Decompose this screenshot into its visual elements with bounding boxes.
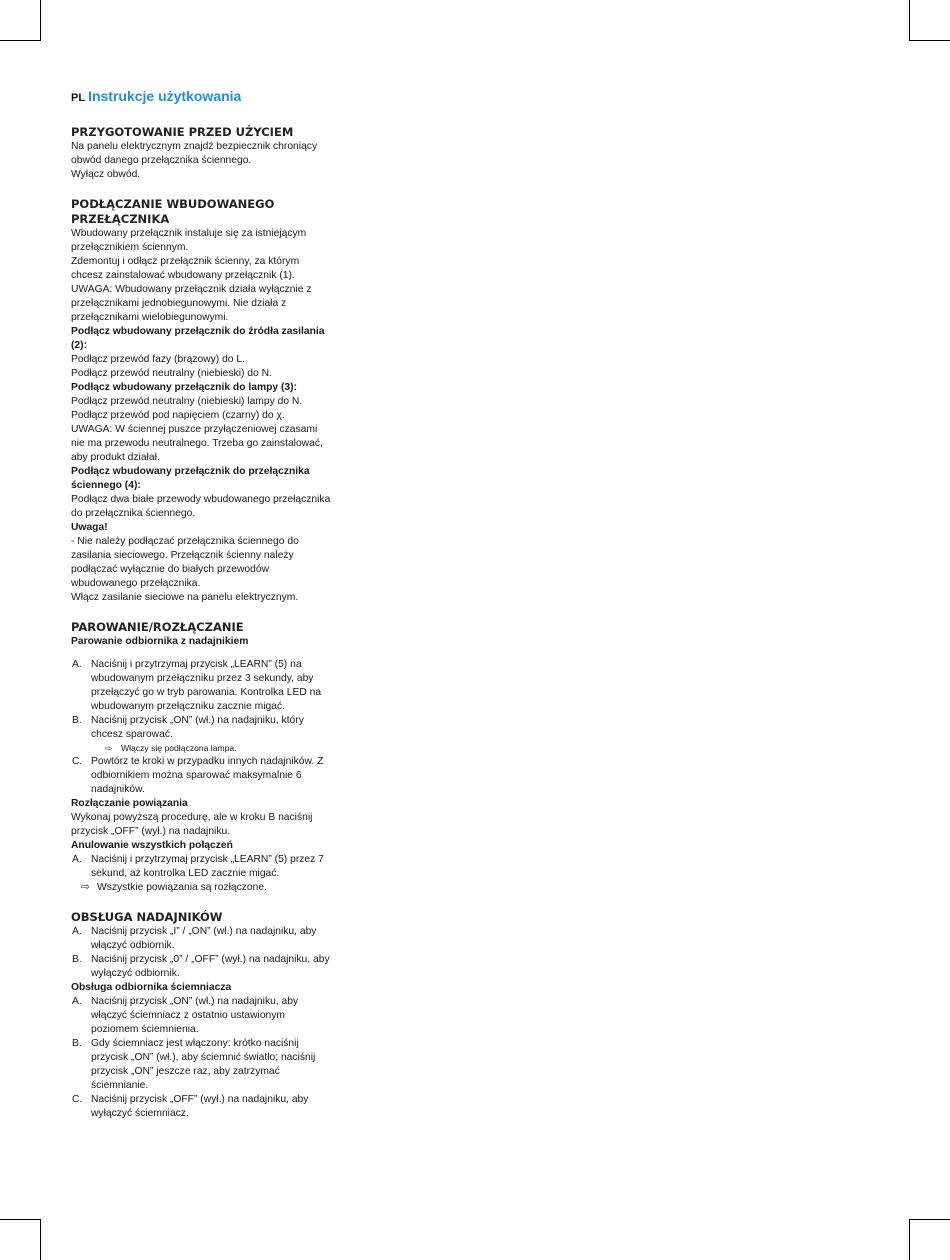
list-item-line: przycisk „ON” jeszcze raz, aby zatrzymać [91,1066,280,1077]
list-item-text [91,1093,333,1121]
list-item [71,925,333,953]
crop-mark [909,40,950,41]
step-result-note [71,742,333,755]
document-column [71,86,333,1136]
bold-instruction-line: Podłącz wbudowany przełącznik do źródła zasilania [71,326,325,337]
list-item-line: Naciśnij przycisk „0” / „OFF” (wył.) na nadajniku, aby [91,954,330,965]
unpair-text-1: Wykonaj powyższą procedurę, ale w kroku B naciśnij [71,812,313,823]
list-item [71,1093,333,1121]
body-line: Zdemontuj i odłącz przełącznik ścienny, za którym [71,256,300,267]
body-line: Wyłącz obwód. [71,169,141,180]
list-item-line: włączyć odbiornik. [91,940,175,951]
step-result-text: Włączy się podłączona lampa. [121,743,237,753]
section-body [71,227,333,605]
section-heading: OBSŁUGA NADAJNIKÓW [71,910,223,924]
cancel-steps [71,853,333,881]
page-title [71,86,333,108]
list-item-line: wbudowanym przełączniku przez 3 sekundy, aby [91,673,314,684]
bold-instruction-line: (2): [71,340,88,351]
body-line: Podłącz przewód neutralny (niebieski) lampy do N. [71,396,303,407]
language-code: PL [71,92,86,104]
section-heading: PODŁĄCZANIE WBUDOWANEGO [71,197,275,211]
list-item-line: wyłączyć ściemniacz. [91,1108,189,1119]
subheading-pairing: Parowanie odbiornika z nadajnikiem [71,636,249,647]
list-item-line: Naciśnij przycisk „I” / „ON” (wł.) na nadajniku, aby [91,926,317,937]
body-line: Podłącz przewód neutralny (niebieski) do N. [71,368,272,379]
body-line: wbudowanego przełącznika. [71,578,201,589]
list-item-line: przycisk „ON” (wł.), aby ściemnić światło; naciśnij [91,1052,316,1063]
body-line: obwód danego przełącznika ściennego. [71,155,252,166]
bold-instruction-line: Podłącz wbudowany przełącznik do lampy (3): [71,382,297,393]
list-item [71,714,333,742]
section-operation [71,910,333,1121]
list-marker: C. [72,756,83,767]
list-marker: A. [72,854,82,865]
list-item-line: Naciśnij i przytrzymaj przycisk „LEARN” (5) na [91,659,302,670]
bold-instruction-line: Uwaga! [71,522,108,533]
crop-mark [0,1219,41,1220]
crop-mark [40,1219,41,1260]
crop-mark [909,1219,910,1260]
list-item-line: włączyć ściemniacz z ostatnio ustawionym [91,1010,285,1021]
list-item-text [91,995,333,1037]
list-item-line: wyłączyć odbiornik. [91,968,180,979]
list-item-text [91,714,333,742]
operation-steps [71,925,333,981]
body-line: do przełącznika ściennego. [71,508,196,519]
list-item [71,995,333,1037]
title-text: Instrukcje użytkowania [88,88,242,104]
list-marker: C. [72,1094,83,1105]
list-item-line: odbiornikiem można sparować maksymalnie 6 [91,770,302,781]
list-item-line: nadajników. [91,784,145,795]
list-item [71,755,333,797]
subheading-unpair: Rozłączanie powiązania [71,798,188,809]
list-item-line: Naciśnij przycisk „OFF” (wył.) na nadajniku, aby [91,1094,309,1105]
section-preparation [71,125,333,182]
list-item-line: chcesz sparować. [91,729,173,740]
unpair-text-2: przycisk „OFF” (wył.) na nadajniku. [71,826,231,837]
list-item-text [91,755,333,797]
body-line: UWAGA: Wbudowany przełącznik działa wyłącznie z [71,284,312,295]
crop-mark [909,0,910,41]
list-item [71,853,333,881]
list-item [71,1037,333,1093]
body-line: Włącz zasilanie sieciowe na panelu elektrycznym. [71,592,299,603]
list-item-line: przełączyć go w tryb parowania. Kontrolka LED na [91,687,322,698]
body-line: nie ma przewodu neutralnego. Trzeba go zainstalować, [71,438,323,449]
arrow-right-icon: ⇨ [81,882,90,893]
body-line: Podłącz przewód fazy (brązowy) do L. [71,354,245,365]
list-marker: A. [72,926,82,937]
body-line: Na panelu elektrycznym znajdź bezpiecznik chroniący [71,141,318,152]
list-item-line: Powtórz te kroki w przypadku innych nadajników. Z [91,756,324,767]
list-marker: A. [72,659,82,670]
body-line: chcesz zainstalować wbudowany przełącznik (1). [71,270,295,281]
list-item-line: poziomem ściemnienia. [91,1024,199,1035]
dimmer-steps [71,995,333,1121]
list-item-text [91,953,333,981]
list-item [71,953,333,981]
crop-mark [40,0,41,41]
body-line: przełącznikiem ściennym. [71,242,189,253]
list-item-line: Naciśnij przycisk „ON” (wł.) na nadajniku, który [91,715,304,726]
crop-mark [909,1219,950,1220]
list-item-line: sekund, aż kontrolka LED zacznie migać. [91,868,280,879]
arrow-right-icon: ⇨ [105,743,113,753]
list-marker: B. [72,1038,82,1049]
list-item-text [91,853,333,881]
list-item-text [91,1037,333,1093]
cancel-result [71,881,333,895]
list-item [71,658,333,714]
list-item-line: Gdy ściemniacz jest włączony: krótko naciśnij [91,1038,299,1049]
section-heading: PAROWANIE/ROZŁĄCZANIE [71,620,244,634]
body-line: Wbudowany przełącznik instaluje się za istniejącym [71,228,307,239]
body-line: przełącznikami wielobiegunowymi. [71,312,229,323]
list-item-line: ściemnianie. [91,1080,149,1091]
crop-mark [0,40,41,41]
subheading-dimmer: Obsługa odbiornika ściemniacza [71,982,232,993]
body-line: zasilania sieciowego. Przełącznik ścienny należy [71,550,294,561]
section-body [71,140,333,182]
body-line: Podłącz przewód pod napięciem (czarny) do χ. [71,410,285,421]
list-item-text [91,658,333,714]
list-marker: B. [72,954,82,965]
list-item-text [91,925,333,953]
list-marker: A. [72,996,82,1007]
bold-instruction-line: Podłącz wbudowany przełącznik do przełącznika [71,466,310,477]
cancel-result-text: Wszystkie powiązania są rozłączone. [97,882,267,893]
list-item-line: Naciśnij przycisk „ON” (wł.) na nadajniku, aby [91,996,299,1007]
section-heading-cont: PRZEŁĄCZNIKA [71,212,170,226]
body-line: aby produkt działał. [71,452,160,463]
list-item-line: Naciśnij i przytrzymaj przycisk „LEARN” (5) przez 7 [91,854,324,865]
body-line: - Nie należy podłączać przełącznika ściennego do [71,536,299,547]
body-line: Podłącz dwa białe przewody wbudowanego przełącznika [71,494,331,505]
section-connecting [71,197,333,605]
list-marker: B. [72,715,82,726]
section-heading: PRZYGOTOWANIE PRZED UŻYCIEM [71,125,294,139]
pairing-steps [71,658,333,797]
subheading-cancel: Anulowanie wszystkich połączeń [71,840,233,851]
section-pairing [71,620,333,895]
list-item-line: wbudowanym przełączniku zacznie migać. [91,701,286,712]
body-line: przełącznikami jednobiegunowymi. Nie działa z [71,298,287,309]
body-line: UWAGA: W ściennej puszce przyłączeniowej czasami [71,424,318,435]
body-line: podłączać wyłącznie do białych przewodów [71,564,270,575]
bold-instruction-line: ściennego (4): [71,480,141,491]
